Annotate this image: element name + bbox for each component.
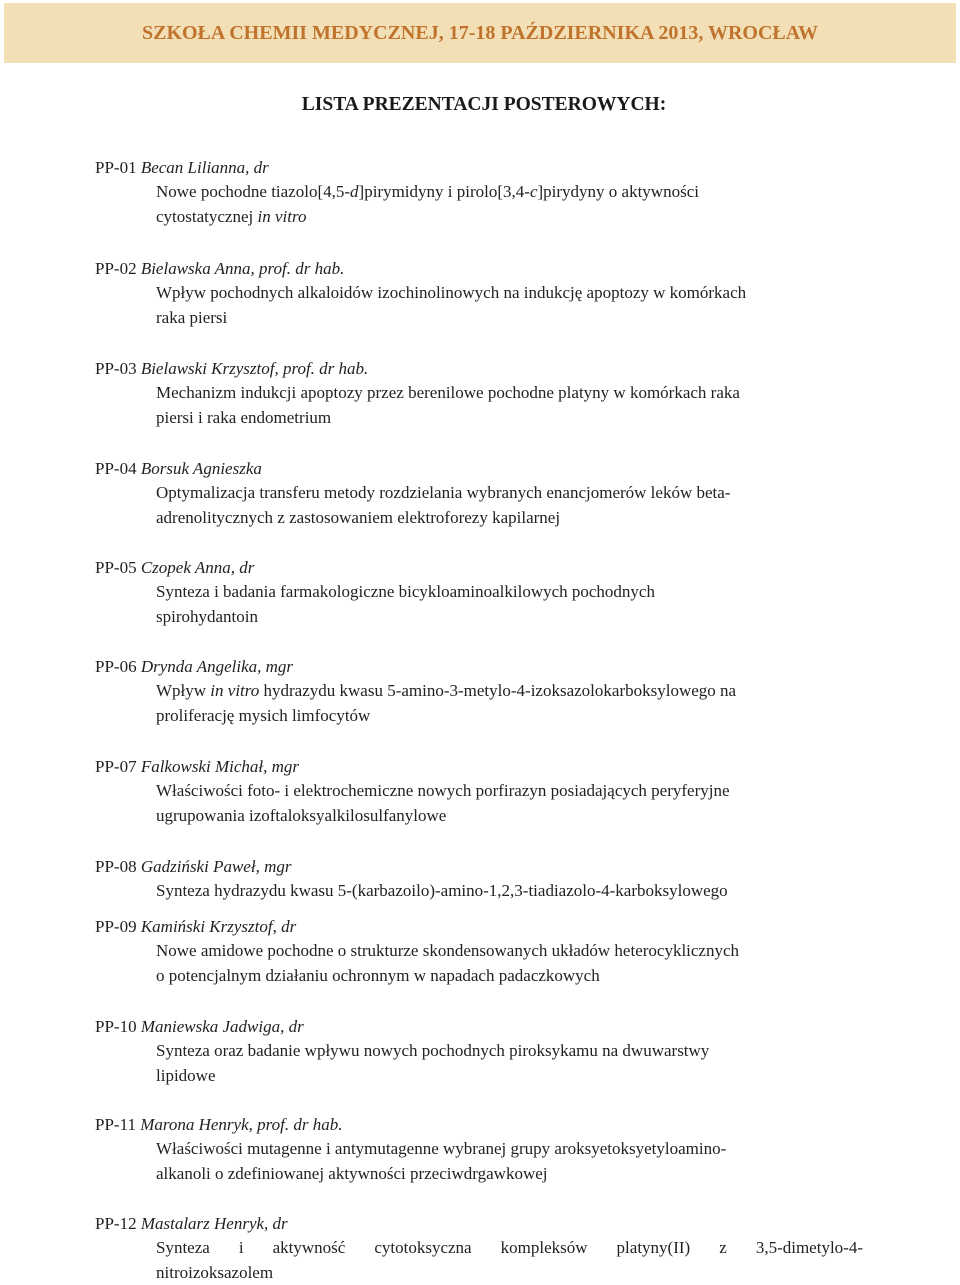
poster-title-line: nitroizoksazolem (156, 1261, 863, 1285)
poster-title (156, 679, 863, 728)
poster-title (156, 939, 863, 988)
poster-title (156, 879, 863, 904)
poster-header (95, 457, 875, 481)
poster-title (156, 381, 863, 430)
poster-author: Drynda Angelika, mgr (141, 657, 293, 676)
poster-entry (95, 755, 875, 828)
poster-entry (95, 257, 875, 330)
poster-header (95, 1212, 875, 1236)
poster-header (95, 915, 875, 939)
poster-title (156, 580, 863, 629)
poster-title-line: o potencjalnym działaniu ochronnym w napadach padaczkowych (156, 964, 863, 989)
page-heading: LISTA PREZENTACJI POSTEROWYCH: (0, 94, 960, 116)
poster-title-line: Wpływ pochodnych alkaloidów izochinolinowych na indukcję apoptozy w komórkach (156, 281, 863, 306)
poster-entry (95, 457, 875, 530)
poster-code: PP-03 (95, 359, 137, 378)
poster-header (95, 257, 875, 281)
poster-header (95, 655, 875, 679)
poster-entry (95, 655, 875, 728)
poster-title (156, 779, 863, 828)
poster-title (156, 1137, 863, 1186)
poster-author: Marona Henryk, prof. dr hab. (140, 1115, 342, 1134)
poster-code: PP-08 (95, 857, 137, 876)
poster-code: PP-07 (95, 757, 137, 776)
poster-header (95, 357, 875, 381)
poster-code: PP-10 (95, 1017, 137, 1036)
poster-author: Bielawska Anna, prof. dr hab. (141, 259, 345, 278)
poster-title (156, 481, 863, 530)
poster-code: PP-01 (95, 158, 137, 177)
poster-title-line: Optymalizacja transferu metody rozdzielania wybranych enancjomerów leków beta- (156, 481, 863, 506)
poster-title-line: proliferację mysich limfocytów (156, 704, 863, 729)
poster-title-line: Właściwości foto- i elektrochemiczne nowych porfirazyn posiadających peryferyjne (156, 779, 863, 804)
poster-author: Bielawski Krzysztof, prof. dr hab. (141, 359, 368, 378)
italic-term: d (350, 182, 359, 201)
poster-title (156, 180, 863, 229)
poster-title-line: adrenolitycznych z zastosowaniem elektroforezy kapilarnej (156, 506, 863, 531)
poster-header (95, 855, 875, 879)
poster-header (95, 755, 875, 779)
poster-author: Maniewska Jadwiga, dr (141, 1017, 304, 1036)
poster-title (156, 1039, 863, 1088)
poster-entry (95, 1212, 875, 1285)
poster-title-line: lipidowe (156, 1064, 863, 1089)
poster-title-line: spirohydantoin (156, 605, 863, 630)
poster-author: Becan Lilianna, dr (141, 158, 269, 177)
poster-title-line: cytostatycznej in vitro (156, 205, 863, 230)
italic-term: in vitro (258, 207, 307, 226)
poster-code: PP-02 (95, 259, 137, 278)
poster-title (156, 281, 863, 330)
poster-title-line: alkanoli o zdefiniowanej aktywności przeciwdrgawkowej (156, 1162, 863, 1187)
poster-title-line: Właściwości mutagenne i antymutagenne wybranej grupy aroksyetoksyetyloamino- (156, 1137, 863, 1162)
italic-term: c (530, 182, 538, 201)
poster-title-line: Synteza hydrazydu kwasu 5-(karbazoilo)-amino-1,2,3-tiadiazolo-4-karboksylowego (156, 879, 863, 904)
poster-header (95, 556, 875, 580)
poster-title-line: Synteza oraz badanie wpływu nowych pochodnych piroksykamu na dwuwarstwy (156, 1039, 863, 1064)
poster-title-line: Synteza i badania farmakologiczne bicykloaminoalkilowych pochodnych (156, 580, 863, 605)
poster-title-line: piersi i raka endometrium (156, 406, 863, 431)
poster-header (95, 156, 875, 180)
poster-title-line: Nowe amidowe pochodne o strukturze skondensowanych układów heterocyklicznych (156, 939, 863, 964)
poster-author: Gadziński Paweł, mgr (141, 857, 292, 876)
poster-entry (95, 855, 875, 904)
poster-entry (95, 156, 875, 229)
poster-entry (95, 556, 875, 629)
poster-title-line: ugrupowania izoftaloksyalkilosulfanylowe (156, 804, 863, 829)
poster-code: PP-09 (95, 917, 137, 936)
italic-term: in vitro (210, 681, 259, 700)
poster-entry (95, 357, 875, 430)
poster-author: Borsuk Agnieszka (141, 459, 262, 478)
poster-author: Czopek Anna, dr (141, 558, 255, 577)
poster-author: Kamiński Krzysztof, dr (141, 917, 296, 936)
poster-title-line: Synteza i aktywność cytotoksyczna kompleksów platyny(II) z 3,5-dimetylo-4- (156, 1236, 863, 1261)
poster-title-line: Wpływ in vitro hydrazydu kwasu 5-amino-3-metylo-4-izoksazolokarboksylowego na (156, 679, 863, 704)
poster-code: PP-12 (95, 1214, 137, 1233)
poster-code: PP-11 (95, 1115, 136, 1134)
poster-author: Falkowski Michał, mgr (141, 757, 299, 776)
poster-title (156, 1236, 863, 1285)
poster-title-line: Mechanizm indukcji apoptozy przez berenilowe pochodne platyny w komórkach raka (156, 381, 863, 406)
poster-title-line: Nowe pochodne tiazolo[4,5-d]pirymidyny i pirolo[3,4-c]pirydyny o aktywności (156, 180, 863, 205)
poster-code: PP-04 (95, 459, 137, 478)
poster-title-line: raka piersi (156, 306, 863, 331)
poster-entry (95, 915, 875, 988)
poster-header (95, 1113, 875, 1137)
poster-author: Mastalarz Henryk, dr (141, 1214, 288, 1233)
poster-entry (95, 1015, 875, 1088)
poster-header (95, 1015, 875, 1039)
poster-code: PP-06 (95, 657, 137, 676)
banner-title: SZKOŁA CHEMII MEDYCZNEJ, 17-18 PAŹDZIERNIKA 2013, WROCŁAW (142, 22, 818, 45)
poster-entry (95, 1113, 875, 1186)
poster-code: PP-05 (95, 558, 137, 577)
